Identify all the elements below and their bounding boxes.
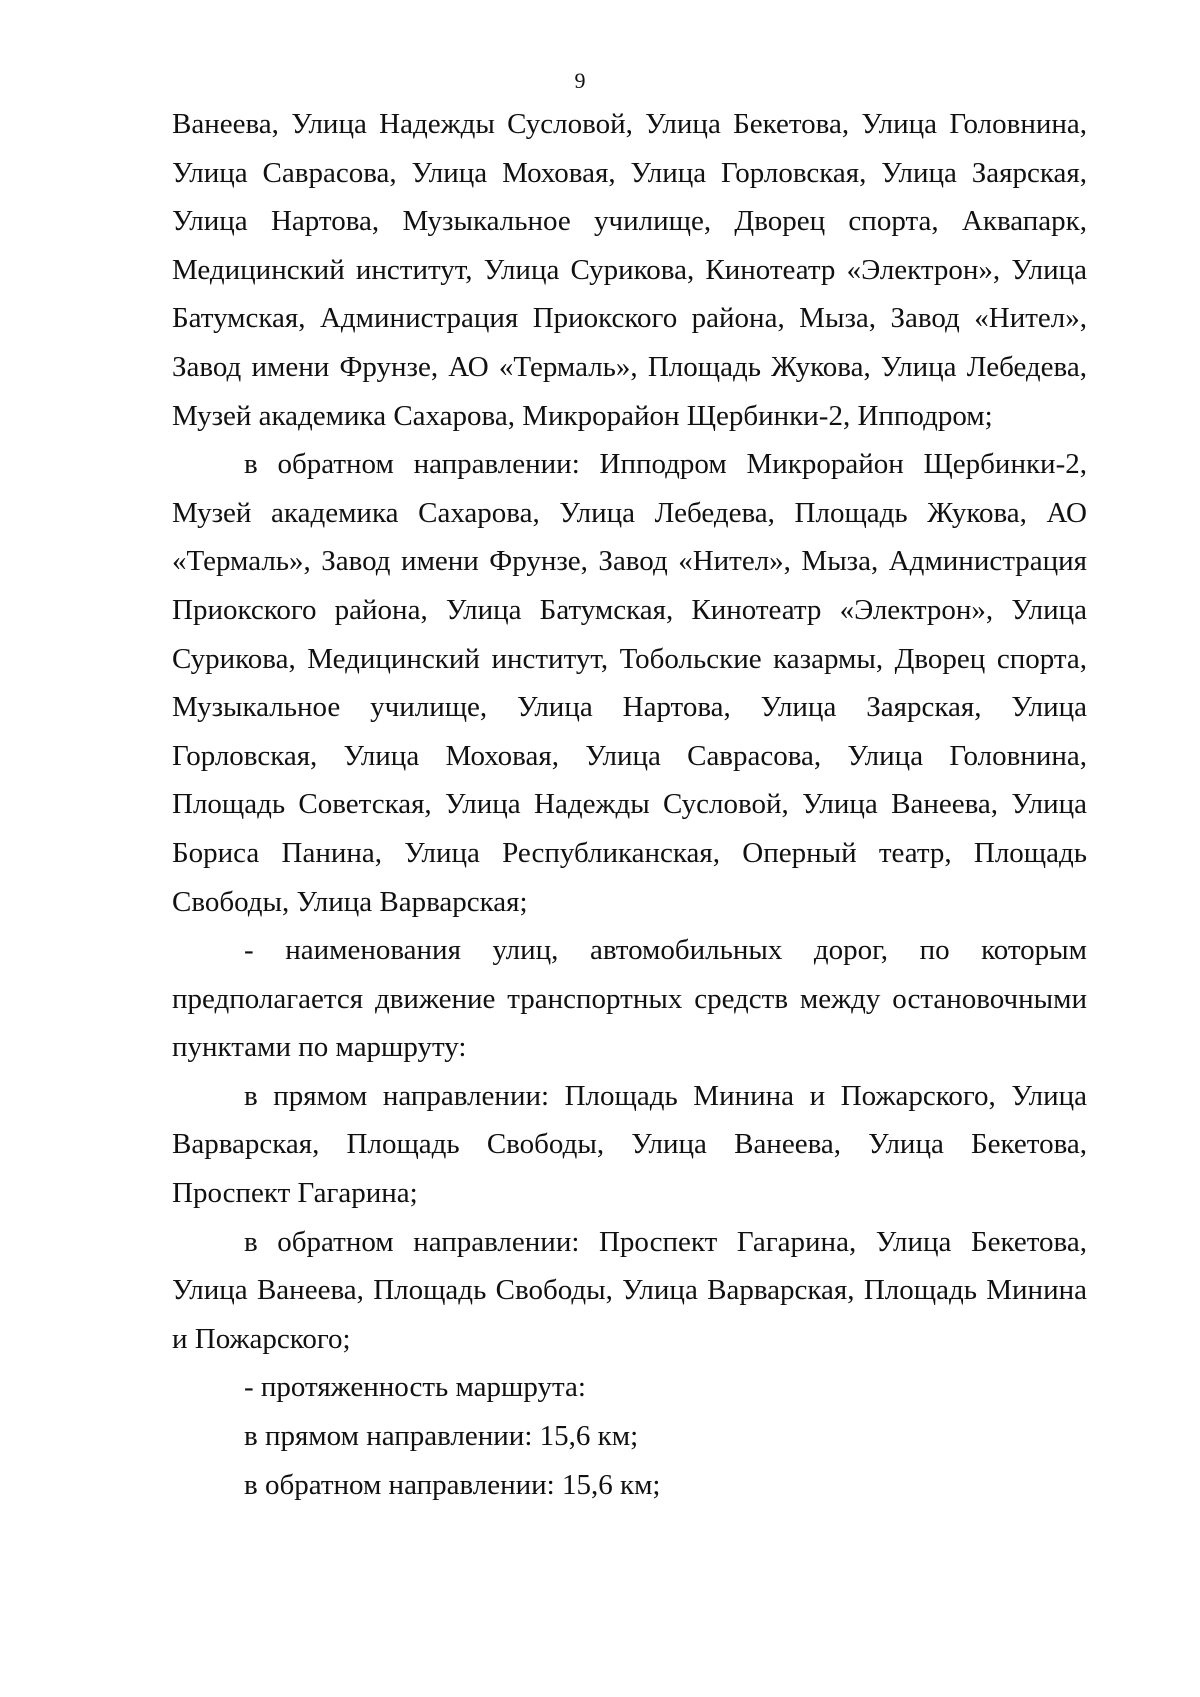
paragraph-stops-reverse: в обратном направлении: Ипподром Микрорайон Щербинки-2, Музей академика Сахарова, Улица Лебедева, Площадь Жукова, АО «Термаль», Завод имени Фрунзе, Завод «Нител», Мыза, Администрация Приокского района, Улица Батумская, Кинотеатр «Электрон», Улица Сурикова, Медицинский институт, Тобольские казармы, Дворец спорта, Музыкальное училище, Улица Нартова, Улица Заярская, Улица Горловская, Улица Моховая, Улица Саврасова, Улица Головнина, Площадь Советская, Улица Надежды Сусловой, Улица Ванеева, Улица Бориса Панина, Улица Республиканская, Оперный театр, Площадь Свободы, Улица Варварская; bbox=[172, 448, 1087, 918]
page-number: 9 bbox=[574, 68, 586, 93]
paragraph-length-forward: в прямом направлении: 15,6 км; bbox=[244, 1420, 639, 1453]
paragraph-streets-heading: - наименования улиц, автомобильных дорог, по которым предполагается движение транспортных средств между остановочными пунктами по маршруту: bbox=[172, 934, 1087, 1064]
paragraph-streets-forward: в прямом направлении: Площадь Минина и Пожарского, Улица Варварская, Площадь Свободы, Улица Ванеева, Улица Бекетова, Проспект Гагарина; bbox=[172, 1079, 1087, 1210]
paragraph-streets-reverse: в обратном направлении: Проспект Гагарина, Улица Бекетова, Улица Ванеева, Площадь Свободы, Улица Варварская, Площадь Минина и Пожарского; bbox=[172, 1225, 1087, 1355]
paragraph-length-reverse: в обратном направлении: 15,6 км; bbox=[244, 1468, 661, 1501]
paragraph-stops-continuation: Ванеева, Улица Надежды Сусловой, Улица Бекетова, Улица Головнина, Улица Саврасова, Улица Моховая, Улица Горловская, Улица Заярская, Улица Нартова, Музыкальное училище, Дворец спорта, Аквапарк, Медицинский институт, Улица Сурикова, Кинотеатр «Электрон», Улица Батумская, Администрация Приокского района, Мыза, Завод «Нител», Завод имени Фрунзе, АО «Термаль», Площадь Жукова, Улица Лебедева, Музей академика Сахарова, Микрорайон Щербинки-2, Ипподром; bbox=[172, 108, 1087, 432]
document-body bbox=[172, 100, 1087, 1509]
paragraph-length-heading: - протяженность маршрута: bbox=[244, 1371, 586, 1404]
